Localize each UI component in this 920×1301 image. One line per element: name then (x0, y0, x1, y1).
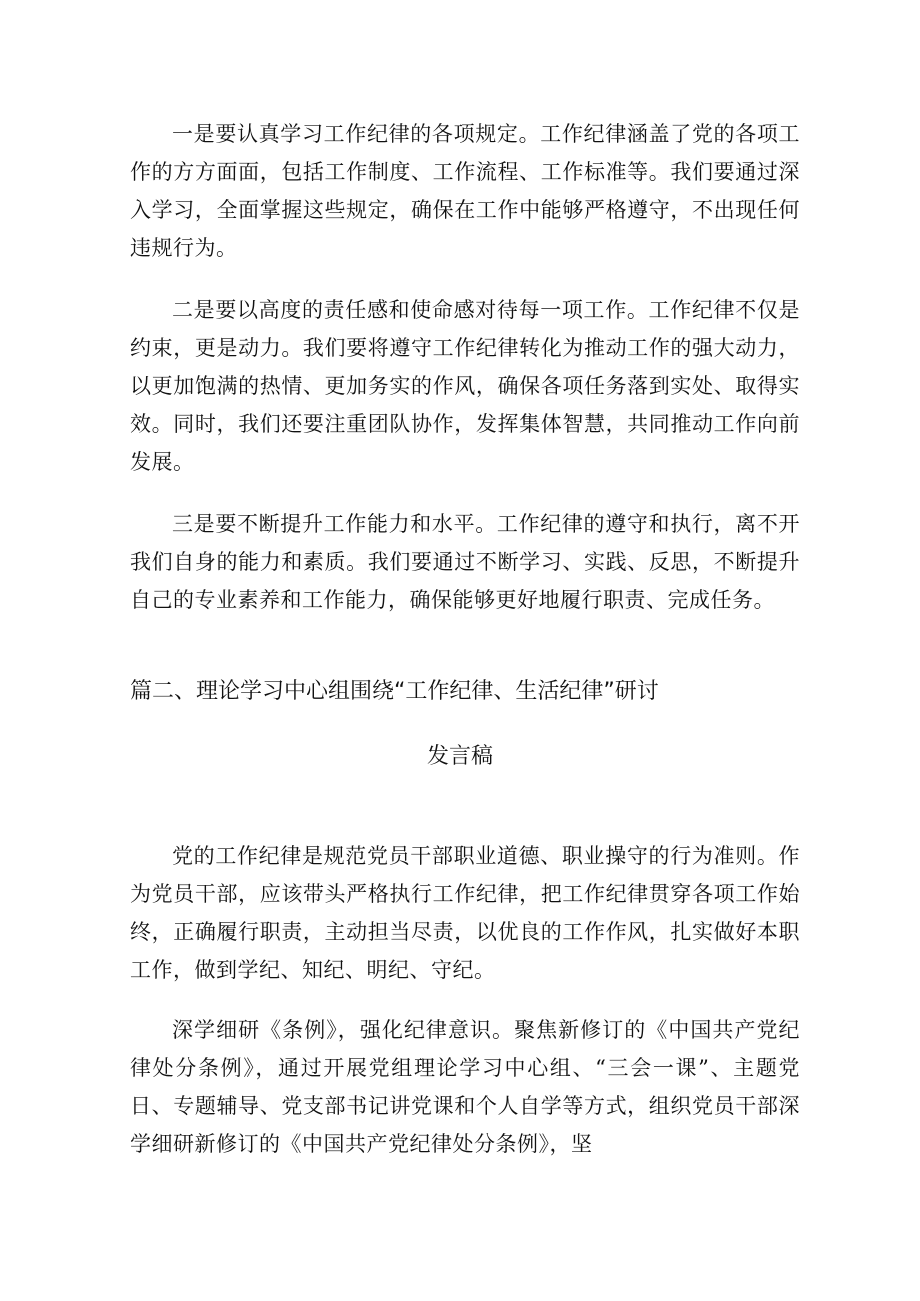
paragraph-study-regulations-deep: 深学细研《条例》，强化纪律意识。聚焦新修订的《中国共产党纪律处分条例》，通过开展党组理论学习中心组、“三会一课”、主题党日、专题辅导、党支部书记讲党课和个人自学等方式，组织党员干部深学细研新修订的《中国共产党纪律处分条例》，坚 (130, 1018, 800, 1156)
section-subtitle: 发言稿 (426, 744, 493, 769)
section-title: 篇二、理论学习中心组围绕“工作纪律、生活纪律”研讨 (130, 679, 659, 704)
paragraph-study-regulations: 一是要认真学习工作纪律的各项规定。工作纪律涵盖了党的各项工作的方方面面，包括工作制度、工作流程、工作标准等。我们要通过深入学习，全面掌握这些规定，确保在工作中能够严格遵守，不出现任何违规行为。 (130, 122, 800, 260)
paragraph-improve-ability: 三是要不断提升工作能力和水平。工作纪律的遵守和执行，离不开我们自身的能力和素质。我们要通过不断学习、实践、反思，不断提升自己的专业素养和工作能力，确保能够更好地履行职责、完成任务。 (130, 512, 800, 612)
paragraph-responsibility: 二是要以高度的责任感和使命感对待每一项工作。工作纪律不仅是约束，更是动力。我们要将遵守工作纪律转化为推动工作的强大动力，以更加饱满的热情、更加务实的作风，确保各项任务落到实处、取得实效。同时，我们还要注重团队协作，发挥集体智慧，共同推动工作向前发展。 (130, 298, 800, 474)
paragraph-work-discipline: 党的工作纪律是规范党员干部职业道德、职业操守的行为准则。作为党员干部，应该带头严格执行工作纪律，把工作纪律贯穿各项工作始终，正确履行职责，主动担当尽责，以优良的工作作风，扎实做好本职工作，做到学纪、知纪、明纪、守纪。 (130, 844, 800, 982)
